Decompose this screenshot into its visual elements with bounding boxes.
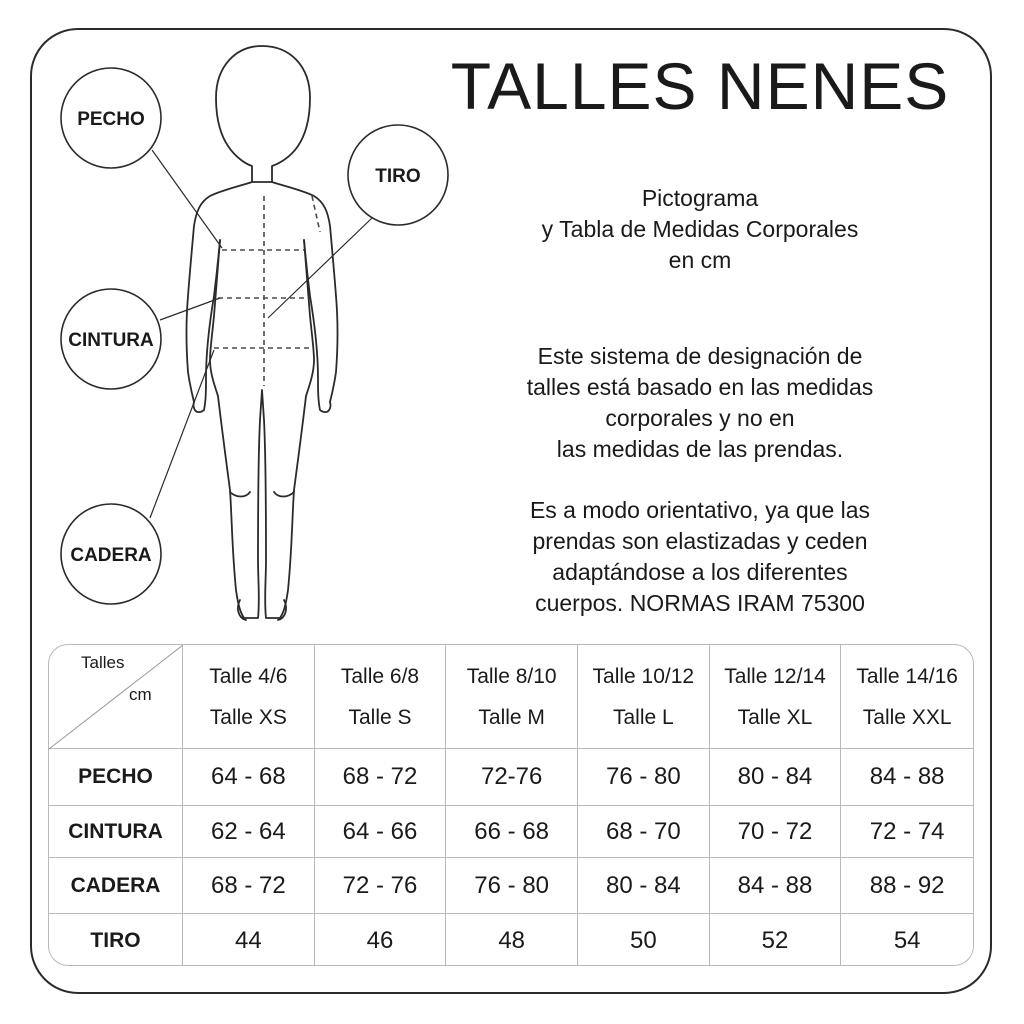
- table-cell: 68 - 72: [315, 749, 447, 806]
- subtitle-line: Pictograma: [641, 185, 759, 211]
- table-cell: 44: [183, 914, 315, 966]
- table-cell: 62 - 64: [183, 806, 315, 858]
- row-label-cintura: CINTURA: [49, 806, 183, 858]
- description-line: Es a modo orientativo, ya que las: [529, 497, 871, 523]
- table-cell: 72-76: [446, 749, 578, 806]
- page-title: TALLES NENES: [450, 49, 950, 123]
- table-cell: 88 - 92: [841, 858, 973, 914]
- table-cell: 76 - 80: [446, 858, 578, 914]
- table-cell: 52: [710, 914, 842, 966]
- shoulder-measure-line: [312, 196, 320, 232]
- table-cell: 84 - 88: [841, 749, 973, 806]
- table-cell: 46: [315, 914, 447, 966]
- column-header: [841, 645, 973, 749]
- table-cell: 70 - 72: [710, 806, 842, 858]
- description-line: cuerpos. NORMAS IRAM 75300: [535, 590, 865, 616]
- column-letter: Talle M: [478, 705, 545, 729]
- table-cell: 68 - 72: [183, 858, 315, 914]
- pecho-label: PECHO: [77, 109, 145, 130]
- cadera-pointer: [150, 350, 214, 518]
- figure-head: [216, 46, 310, 182]
- pecho-pointer: [152, 150, 222, 248]
- figure-right-arm: [304, 240, 331, 412]
- tiro-label: TIRO: [375, 166, 421, 187]
- subtitle-line: y Tabla de Medidas Corporales: [541, 216, 859, 242]
- figure-knees: [230, 492, 294, 497]
- subtitle-line: en cm: [668, 247, 732, 273]
- table-cell: 76 - 80: [578, 749, 710, 806]
- column-size: Talle 6/8: [340, 664, 420, 688]
- description-line: adaptándose a los diferentes: [552, 559, 848, 585]
- description-line: las medidas de las prendas.: [556, 436, 844, 462]
- table-cell: 72 - 76: [315, 858, 447, 914]
- table-cell: 48: [446, 914, 578, 966]
- cadera-label: CADERA: [70, 545, 152, 566]
- table-cell: 64 - 66: [315, 806, 447, 858]
- table-cell: 50: [578, 914, 710, 966]
- figure-body: [187, 182, 338, 402]
- table-corner-cell: [49, 645, 183, 749]
- column-header: [183, 645, 315, 749]
- description-line: prendas son elastizadas y ceden: [532, 528, 868, 554]
- column-size: Talle 10/12: [592, 664, 695, 688]
- column-letter: Talle XS: [209, 705, 287, 729]
- figure-feet: [238, 600, 286, 620]
- corner-cm-label: cm: [129, 685, 152, 704]
- column-letter: Talle XL: [737, 705, 813, 729]
- description-line: corporales y no en: [605, 405, 795, 431]
- table-cell: 54: [893, 926, 921, 954]
- size-table: [48, 644, 974, 966]
- column-size: Talle 8/10: [466, 664, 557, 688]
- column-size: Talle 4/6: [209, 664, 288, 688]
- row-label-tiro: TIRO: [49, 914, 183, 966]
- cintura-label: CINTURA: [68, 330, 154, 351]
- column-letter: Talle XXL: [862, 705, 952, 729]
- row-label-pecho: PECHO: [49, 749, 183, 806]
- column-header: [578, 645, 710, 749]
- table-cell: 80 - 84: [578, 858, 710, 914]
- column-letter: Talle S: [348, 705, 412, 729]
- corner-talles-label: Talles: [81, 653, 125, 672]
- table-cell: 72 - 74: [841, 806, 973, 858]
- table-cell: 80 - 84: [710, 749, 842, 806]
- description-line: Este sistema de designación de: [537, 343, 863, 369]
- table-cell: 64 - 68: [183, 749, 315, 806]
- column-header: [710, 645, 842, 749]
- column-size: Talle 14/16: [856, 664, 958, 688]
- figure-torso: [210, 240, 314, 396]
- table-cell: 68 - 70: [578, 806, 710, 858]
- figure-legs: [218, 390, 306, 618]
- table-cell: 84 - 88: [710, 858, 842, 914]
- tiro-pointer: [268, 218, 372, 318]
- column-letter: Talle L: [612, 705, 674, 729]
- description-line: talles está basado en las medidas: [526, 374, 874, 400]
- row-label-cadera: CADERA: [49, 858, 183, 914]
- column-header: [446, 645, 578, 749]
- column-header: [315, 645, 447, 749]
- table-cell: 66 - 68: [446, 806, 578, 858]
- figure-left-arm: [193, 240, 220, 412]
- column-size: Talle 12/14: [724, 664, 826, 688]
